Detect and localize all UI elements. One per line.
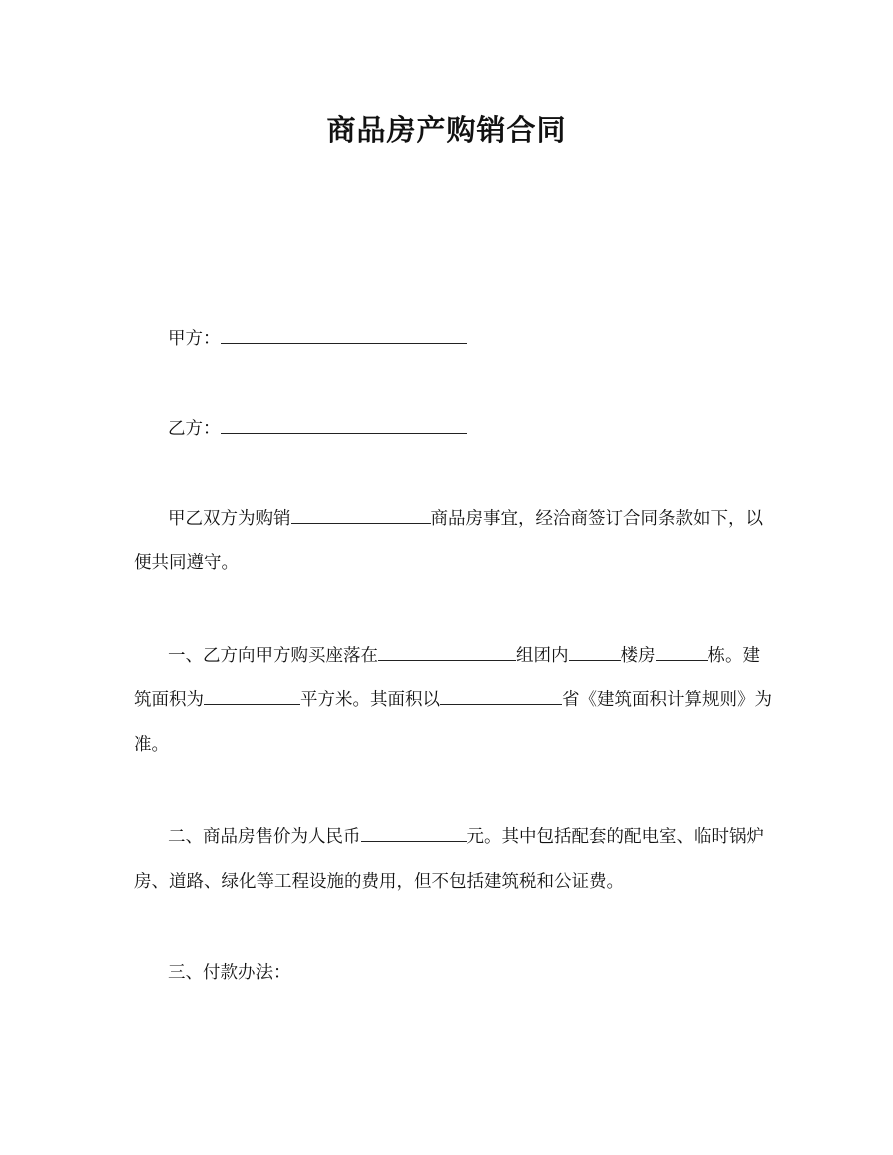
intro-project-blank bbox=[291, 508, 431, 524]
clause2-text-1: 二、商品房售价为人民币 bbox=[168, 827, 361, 847]
clause1-text-5: 筑面积为 bbox=[134, 690, 204, 710]
clause1-line-1 bbox=[134, 645, 808, 667]
party-b-line bbox=[134, 418, 808, 440]
clause2-text-3: 房、道路、绿化等工程设施的费用，但不包括建筑税和公证费。 bbox=[134, 872, 624, 892]
clause2-line-2 bbox=[134, 871, 774, 893]
party-a-label: 甲方： bbox=[168, 329, 221, 349]
intro-line-2 bbox=[134, 552, 774, 574]
clause1-area-blank bbox=[204, 689, 300, 705]
clause3-line-1 bbox=[134, 962, 808, 984]
clause1-text-3: 楼房 bbox=[620, 646, 656, 666]
clause3-heading: 三、付款办法： bbox=[168, 963, 291, 983]
clause2-line-1 bbox=[134, 826, 808, 848]
clause1-text-6: 平方米。其面积以 bbox=[300, 690, 440, 710]
clause1-text-4: 栋。建 bbox=[707, 646, 760, 666]
clause1-text-2: 组团内 bbox=[516, 646, 569, 666]
clause1-location-blank bbox=[378, 645, 516, 661]
clause1-text-1: 一、乙方向甲方购买座落在 bbox=[168, 646, 378, 666]
party-a-blank bbox=[221, 328, 467, 344]
party-b-label: 乙方： bbox=[168, 419, 221, 439]
clause1-line-2 bbox=[134, 689, 774, 711]
clause2-price-blank bbox=[361, 826, 467, 842]
clause1-building-blank bbox=[569, 645, 621, 661]
intro-text-2: 商品房事宜，经洽商签订合同条款如下，以 bbox=[430, 509, 763, 529]
clause1-unit-blank bbox=[656, 645, 708, 661]
party-b-blank bbox=[221, 418, 467, 434]
clause1-text-8: 准。 bbox=[134, 735, 169, 755]
intro-text-3: 便共同遵守。 bbox=[134, 553, 239, 573]
document-title: 商品房产购销合同 bbox=[326, 113, 567, 147]
intro-text-1: 甲乙双方为购销 bbox=[168, 509, 291, 529]
party-a-line bbox=[134, 328, 808, 350]
clause2-text-2: 元。其中包括配套的配电室、临时锅炉 bbox=[466, 827, 764, 847]
clause1-line-3 bbox=[134, 734, 774, 756]
clause1-province-blank bbox=[440, 689, 562, 705]
clause1-text-7: 省《建筑面积计算规则》为 bbox=[562, 690, 772, 710]
intro-line-1 bbox=[134, 508, 808, 530]
